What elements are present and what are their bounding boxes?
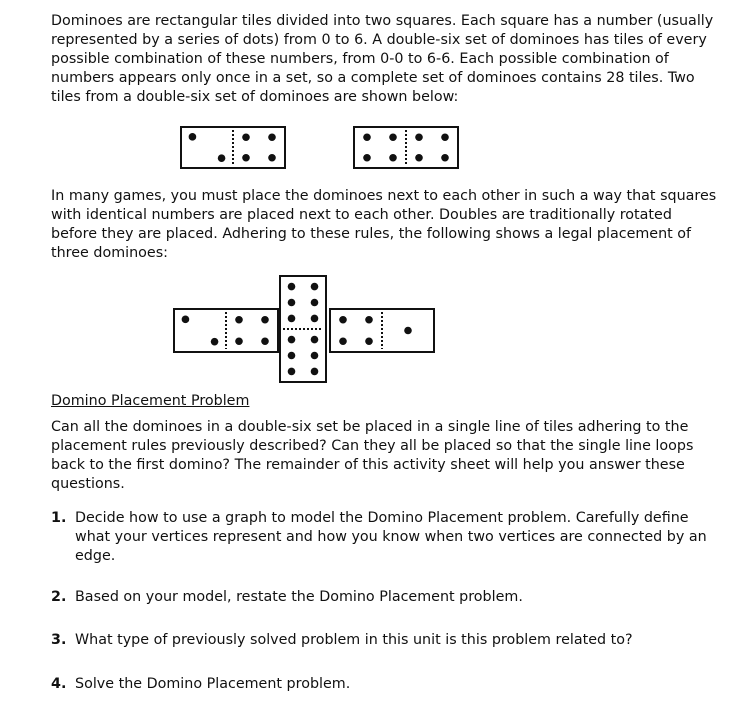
pip (235, 337, 243, 345)
pip (288, 315, 296, 323)
section-heading: Domino Placement Problem (51, 393, 250, 409)
question-text: Decide how to use a graph to model the Domino Placement problem. Carefully define what your vertices represent and how you know when two vertices are connected by an edge. (75, 510, 707, 564)
question-4 (51, 675, 717, 694)
placed-domino-6-6 (280, 276, 326, 382)
pip (339, 337, 347, 345)
pip (268, 133, 276, 141)
pip (365, 337, 373, 345)
pip (389, 154, 397, 162)
question-text: Based on your model, restate the Domino Placement problem. (75, 589, 523, 605)
pip (363, 154, 371, 162)
pip (311, 315, 319, 323)
placed-domino-4-1 (330, 309, 434, 352)
domino-4-4 (354, 127, 458, 168)
pip (242, 154, 250, 162)
question-number: 4. (51, 676, 67, 692)
intro-paragraph: Dominoes are rectangular tiles divided into two squares. Each square has a number (usually represented by a series of dots) from 0 to 6. A double-six set of dominoes has tiles of every possible combination of these numbers, from 0-0 to 6-6. Each possible combination of numbers appears only once in a set, so a complete set of dominoes contains 28 tiles. Two tiles from a double-six set of dominoes are shown below: (51, 13, 714, 105)
problem-paragraph: Can all the dominoes in a double-six set be placed in a single line of tiles adhering to the placement rules previously described? Can they all be placed so that the single line loops back to the first domino? The remainder of this activity sheet will help you answer these questions. (51, 419, 694, 492)
pip (288, 283, 296, 291)
rules-paragraph: In many games, you must place the dominoes next to each other in such a way that squares with identical numbers are placed next to each other. Doubles are traditionally rotated before they are placed. Adhering to these rules, the following shows a legal placement of three dominoes: (51, 188, 717, 261)
pip (189, 133, 197, 141)
pip (365, 316, 373, 324)
pip (288, 299, 296, 307)
pip (288, 352, 296, 360)
pip (363, 133, 371, 141)
domino-2-4 (181, 127, 285, 168)
pip (261, 337, 269, 345)
pip (218, 154, 226, 162)
pip (235, 316, 243, 324)
pip (441, 133, 449, 141)
pip (339, 316, 347, 324)
question-3 (51, 631, 717, 650)
pip (441, 154, 449, 162)
pip (389, 133, 397, 141)
question-number: 1. (51, 510, 67, 526)
pip (415, 154, 423, 162)
pip (211, 338, 219, 346)
pip (311, 336, 319, 344)
pip (311, 368, 319, 376)
pip (404, 327, 412, 335)
pip (261, 316, 269, 324)
pip (311, 352, 319, 360)
question-text: Solve the Domino Placement problem. (75, 676, 351, 692)
pip (288, 368, 296, 376)
pip (288, 336, 296, 344)
question-number: 3. (51, 632, 67, 648)
pip (415, 133, 423, 141)
pip (242, 133, 250, 141)
pip (182, 316, 190, 324)
question-1 (51, 509, 717, 566)
pip (268, 154, 276, 162)
pip (311, 283, 319, 291)
pip (311, 299, 319, 307)
question-number: 2. (51, 589, 67, 605)
question-text: What type of previously solved problem in this unit is this problem related to? (75, 632, 633, 648)
placed-domino-2-4 (174, 309, 278, 352)
question-2 (51, 588, 717, 607)
